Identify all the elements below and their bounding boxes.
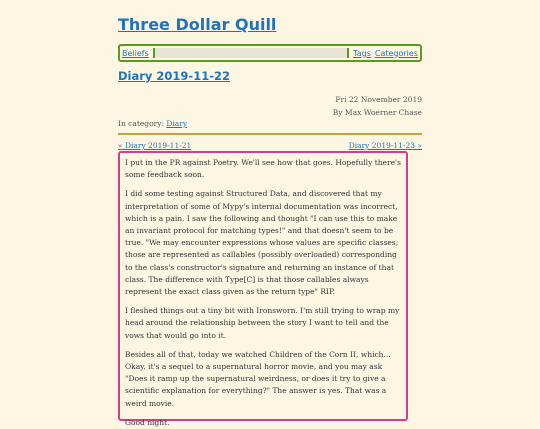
post-body	[118, 151, 408, 427]
post-title-link[interactable]: Diary 2019-11-22	[118, 69, 230, 83]
nav-bar	[118, 44, 422, 62]
nav-link-tags[interactable]: Tags	[353, 48, 371, 58]
category-label: In category:	[118, 119, 164, 128]
site-title-link[interactable]: Three Dollar Quill	[118, 15, 277, 34]
post-paragraph: I put in the PR against Poetry. We'll see how that goes. Hopefully there's some feedback soon.	[125, 158, 401, 180]
nav-link-beliefs[interactable]: Beliefs	[122, 48, 149, 58]
post-author: By Max Woerner Chase	[332, 108, 422, 117]
divider	[118, 133, 422, 135]
post-category	[118, 119, 187, 128]
search-input[interactable]	[153, 48, 349, 58]
post-paragraph: Good night.	[125, 417, 170, 427]
post-paragraph: Besides all of that, today we watched Children of the Corn II, which... Okay, it's a sequel to a supernatural horror movie, and you may ask "Does it ramp up the supernatural weirdness, or does it try to give a scientific explanation for everything?" The answer is yes. That was a weird movie.	[125, 349, 391, 408]
nav-link-categories[interactable]: Categories	[374, 48, 418, 58]
post-paragraph: I did some testing against Structured Data, and discovered that my interpretation of some of Mypy's internal documentation was incorrect, which is a pain. I saw the following and thought "I can use this to make an invariant protocol for matching types!" and that doesn't seem to be true. "We may encounter expressions whose values are specific classes; those are represented as callables (possibly overloaded) corresponding to the class's constructor's signature and returning an instance of that class. The difference with Type[C] is that those callables always represent the exact class given as the return type" RIP.	[125, 189, 399, 297]
post-paragraph: I fleshed things out a tiny bit with Ironsworn. I'm still trying to wrap my head around the relationship between the story I want to tell and the vows that would go into it.	[125, 306, 400, 340]
next-post-link[interactable]: Diary 2019-11-23 »	[348, 141, 422, 150]
prev-post-link[interactable]: « Diary 2019-11-21	[118, 141, 192, 150]
category-link[interactable]: Diary	[166, 119, 188, 128]
post-date: Fri 22 November 2019	[335, 95, 422, 104]
